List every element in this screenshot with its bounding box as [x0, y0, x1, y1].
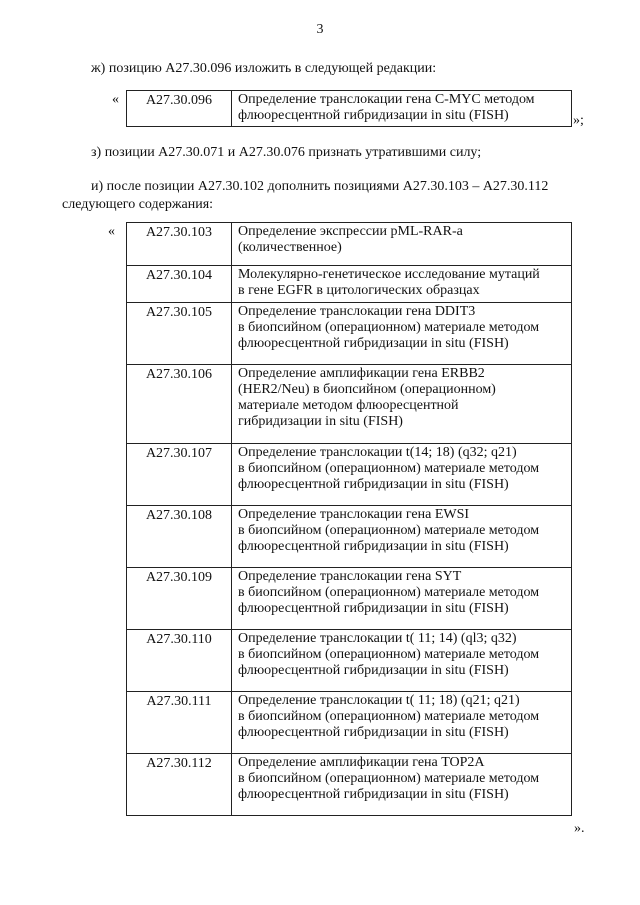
table-position-096: [126, 90, 572, 127]
position-code: A27.30.112: [127, 754, 232, 816]
description-line: Определение транслокации t( 11; 14) (ql3; q32): [238, 631, 517, 646]
table-row: [127, 266, 572, 303]
table-row: [127, 506, 572, 568]
description-line: Молекулярно-генетическое исследование мутаций: [238, 267, 540, 282]
description-line: в биопсийном (операционном) материале методом: [238, 709, 540, 724]
table-row: [127, 303, 572, 365]
page-number: 3: [316, 22, 324, 37]
position-code: A27.30.107: [127, 444, 232, 506]
position-description: [232, 365, 572, 444]
position-code: A27.30.108: [127, 506, 232, 568]
table2-open-quote: «: [108, 224, 115, 239]
position-description: [232, 303, 572, 365]
description-line: в биопсийном (операционном) материале методом: [238, 320, 540, 335]
table-row: [127, 223, 572, 266]
description-line: Определение амплификации гена TOP2A: [238, 755, 485, 770]
description-line: Определение транслокации гена DDIT3: [238, 304, 476, 319]
position-description: [232, 568, 572, 630]
description-line: флюоресцентной гибридизации in situ (FISH): [238, 725, 509, 740]
position-code: A27.30.096: [127, 91, 232, 127]
position-code: A27.30.106: [127, 365, 232, 444]
position-code: A27.30.103: [127, 223, 232, 266]
description-line: Определение транслокации гена SYT: [238, 569, 462, 584]
table1-open-quote: «: [112, 92, 119, 107]
description-line: Определение транслокации гена C-MYC методом: [238, 92, 535, 107]
description-line: в биопсийном (операционном) материале методом: [238, 585, 540, 600]
table-new-positions: [126, 222, 572, 816]
description-line: флюоресцентной гибридизации in situ (FISH): [238, 787, 509, 802]
table-row: [127, 692, 572, 754]
position-code: A27.30.104: [127, 266, 232, 303]
description-line: гибридизации in situ (FISH): [238, 414, 403, 429]
position-description: [232, 91, 572, 127]
description-line: (количественное): [238, 240, 342, 255]
position-description: [232, 223, 572, 266]
position-code: A27.30.109: [127, 568, 232, 630]
description-line: флюоресцентной гибридизации in situ (FISH): [238, 477, 509, 492]
table1-close-quote: »;: [573, 113, 584, 128]
position-code: A27.30.110: [127, 630, 232, 692]
table-row: [127, 568, 572, 630]
description-line: флюоресцентной гибридизации in situ (FISH): [238, 663, 509, 678]
table-row: [127, 91, 572, 127]
description-line: Определение транслокации гена EWSI: [238, 507, 470, 522]
position-description: [232, 506, 572, 568]
table-row: [127, 444, 572, 506]
table-row: [127, 630, 572, 692]
table2-close-quote: ».: [574, 821, 585, 836]
position-description: [232, 266, 572, 303]
position-description: [232, 754, 572, 816]
description-line: флюоресцентной гибридизации in situ (FISH): [238, 539, 509, 554]
description-line: флюоресцентной гибридизации in situ (FISH): [238, 601, 509, 616]
description-line: Определение транслокации t( 11; 18) (q21; q21): [238, 693, 520, 708]
position-description: [232, 692, 572, 754]
position-description: [232, 630, 572, 692]
description-line: Определение экспрессии pML-RAR-a: [238, 224, 463, 239]
description-line: в биопсийном (операционном) материале методом: [238, 461, 540, 476]
paragraph-i-line1: и) после позиции А27.30.102 дополнить позициями А27.30.103 – А27.30.112: [91, 179, 549, 194]
paragraph-zh: ж) позицию А27.30.096 изложить в следующей редакции:: [91, 61, 437, 76]
description-line: в биопсийном (операционном) материале методом: [238, 771, 540, 786]
description-line: в биопсийном (операционном) материале методом: [238, 523, 540, 538]
paragraph-i-line2: следующего содержания:: [62, 197, 214, 212]
description-line: в биопсийном (операционном) материале методом: [238, 647, 540, 662]
description-line: флюоресцентной гибридизации in situ (FISH): [238, 108, 509, 123]
position-description: [232, 444, 572, 506]
description-line: материале методом флюоресцентной: [238, 398, 459, 413]
table-row: [127, 365, 572, 444]
table-row: [127, 754, 572, 816]
description-line: в гене EGFR в цитологических образцах: [238, 283, 480, 298]
description-line: Определение амплификации гена ERBB2: [238, 366, 485, 381]
description-line: Определение транслокации t(14; 18) (q32; q21): [238, 445, 517, 460]
position-code: A27.30.111: [127, 692, 232, 754]
description-line: флюоресцентной гибридизации in situ (FISH): [238, 336, 509, 351]
paragraph-z: з) позиции А27.30.071 и А27.30.076 признать утратившими силу;: [91, 145, 482, 160]
position-code: A27.30.105: [127, 303, 232, 365]
description-line: (HER2/Neu) в биопсийном (операционном): [238, 382, 496, 397]
